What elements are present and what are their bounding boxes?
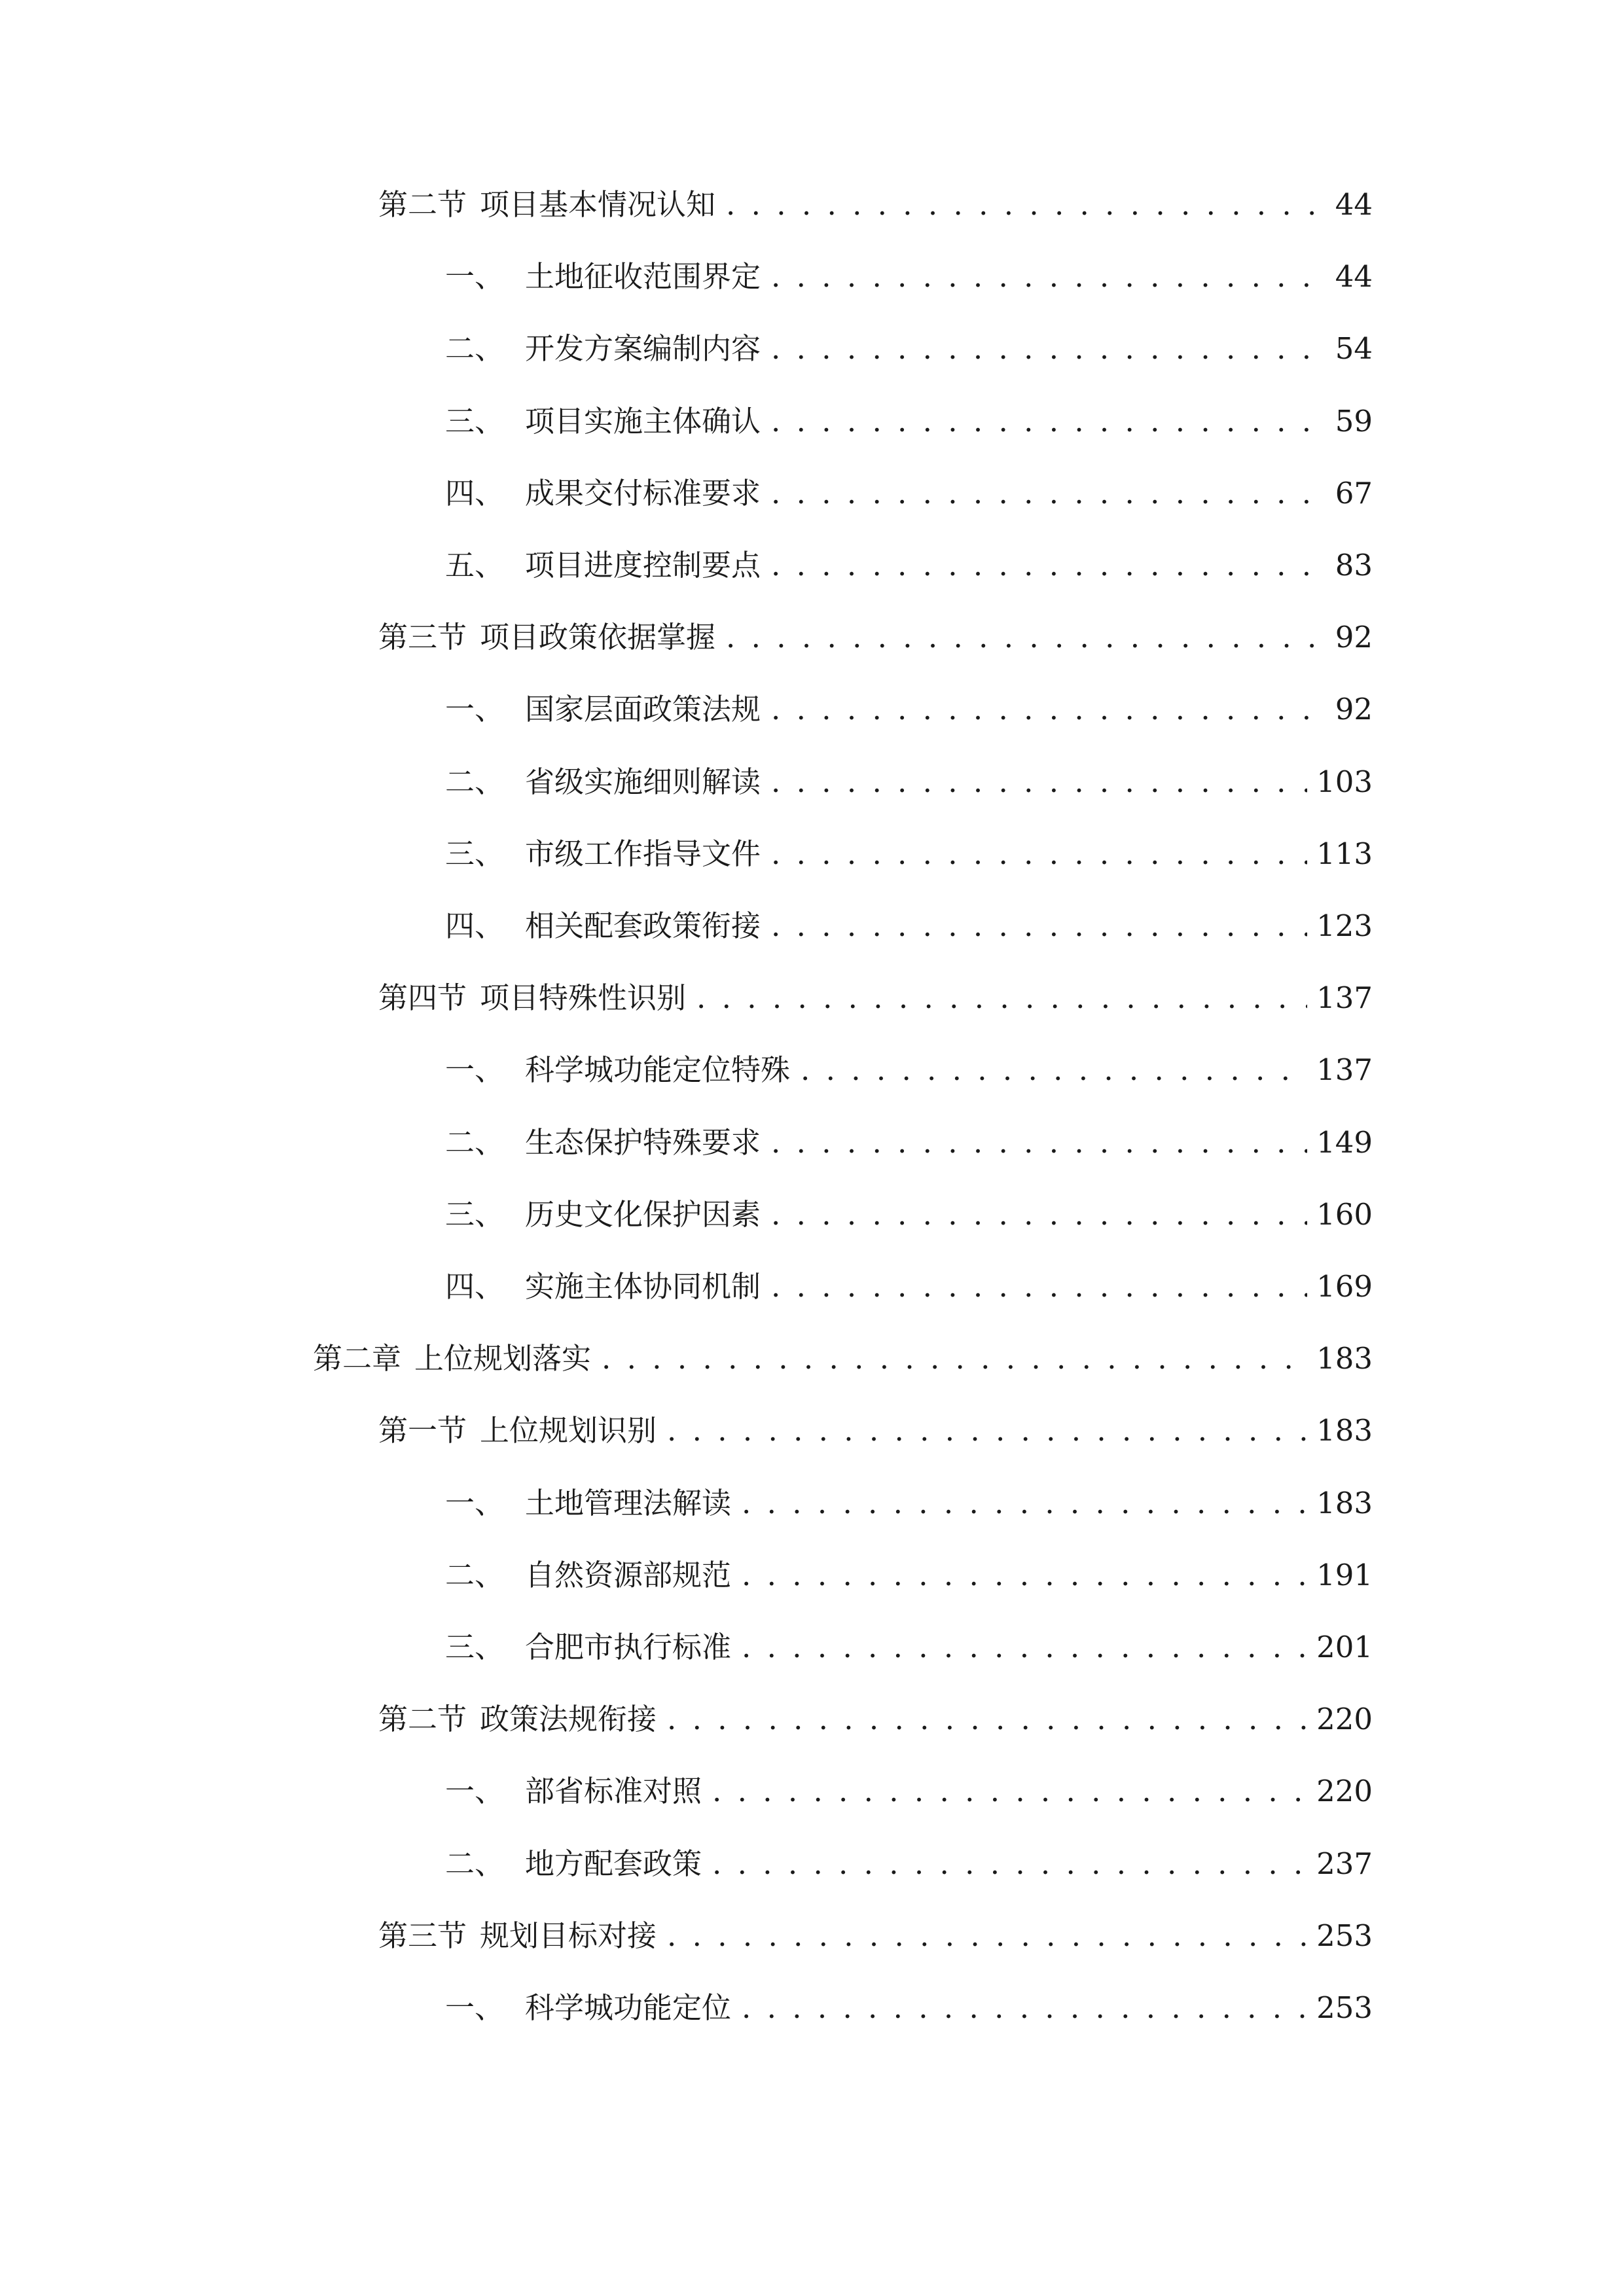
toc-entry-title: 部省标准对照: [525, 1774, 702, 1808]
toc-entry-number: 第二章: [313, 1341, 402, 1376]
dot-leader: [801, 1047, 1307, 1093]
toc-entry-page-number: 83: [1335, 548, 1373, 583]
toc-entry-number: 二、: [445, 1846, 505, 1881]
toc-entry-title: 项目政策依据掌握: [480, 620, 716, 655]
toc-entry-number: 四、: [445, 476, 505, 511]
dot-leader: [742, 1985, 1307, 2031]
toc-entry-page-number: 201: [1316, 1630, 1373, 1664]
toc-entry-item[interactable]: [445, 1120, 1373, 1166]
toc-entry-page-number: 183: [1316, 1413, 1373, 1448]
toc-entry-title: 上位规划落实: [414, 1341, 592, 1376]
toc-entry-section[interactable]: [378, 1408, 1373, 1454]
toc-entry-title: 规划目标对接: [480, 1918, 657, 1953]
toc-entry-number: 三、: [445, 404, 505, 439]
toc-entry-item[interactable]: [445, 1480, 1373, 1526]
toc-entry-number: 一、: [445, 1774, 505, 1808]
toc-entry-item[interactable]: [445, 543, 1373, 588]
toc-entry-chapter[interactable]: [313, 1336, 1373, 1382]
toc-entry-title: 自然资源部规范: [525, 1558, 732, 1592]
dot-leader: [602, 1336, 1307, 1382]
toc-entry-number: 二、: [445, 331, 505, 366]
toc-entry-page-number: 123: [1316, 908, 1373, 943]
toc-entry-item[interactable]: [445, 1047, 1373, 1093]
dot-leader: [771, 831, 1307, 877]
dot-leader: [712, 1768, 1307, 1814]
dot-leader: [771, 903, 1307, 949]
toc-entry-number: 第三节: [378, 620, 467, 655]
toc-entry-number: 第四节: [378, 980, 467, 1015]
toc-entry-title: 合肥市执行标准: [525, 1630, 732, 1664]
dot-leader: [712, 1841, 1307, 1887]
toc-entry-item[interactable]: [445, 759, 1373, 805]
dot-leader: [726, 615, 1326, 660]
toc-entry-page-number: 160: [1316, 1197, 1373, 1232]
toc-entry-title: 相关配套政策衔接: [525, 908, 761, 943]
toc-entry-page-number: 103: [1316, 764, 1373, 799]
toc-entry-item[interactable]: [445, 326, 1373, 372]
toc-entry-page-number: 253: [1316, 1990, 1373, 2025]
toc-entry-page-number: 253: [1316, 1918, 1373, 1953]
toc-entry-title: 科学城功能定位: [525, 1990, 732, 2025]
toc-entry-number: 一、: [445, 1990, 505, 2025]
toc-entry-page-number: 237: [1316, 1846, 1373, 1881]
toc-entry-number: 第三节: [378, 1918, 467, 1953]
toc-entry-number: 三、: [445, 836, 505, 871]
toc-entry-item[interactable]: [445, 399, 1373, 444]
toc-entry-page-number: 220: [1316, 1774, 1373, 1808]
toc-entry-number: 三、: [445, 1197, 505, 1232]
dot-leader: [771, 254, 1326, 300]
dot-leader: [667, 1408, 1307, 1454]
toc-entry-title: 开发方案编制内容: [525, 331, 761, 366]
toc-entry-title: 政策法规衔接: [480, 1702, 657, 1736]
dot-leader: [771, 399, 1326, 444]
toc-entry-section[interactable]: [378, 975, 1373, 1021]
toc-entry-title: 项目实施主体确认: [525, 404, 761, 439]
toc-entry-page-number: 92: [1335, 620, 1373, 655]
toc-entry-item[interactable]: [445, 687, 1373, 732]
toc-entry-number: 一、: [445, 259, 505, 294]
toc-entry-page-number: 137: [1316, 980, 1373, 1015]
toc-entry-page-number: 183: [1316, 1341, 1373, 1376]
toc-entry-item[interactable]: [445, 831, 1373, 877]
dot-leader: [771, 471, 1326, 516]
dot-leader: [726, 182, 1326, 228]
toc-entry-number: 二、: [445, 1125, 505, 1160]
toc-entry-title: 土地征收范围界定: [525, 259, 761, 294]
toc-entry-item[interactable]: [445, 1552, 1373, 1598]
toc-entry-number: 第一节: [378, 1413, 467, 1448]
toc-entry-number: 第二节: [378, 1702, 467, 1736]
toc-entry-number: 二、: [445, 764, 505, 799]
dot-leader: [742, 1624, 1307, 1670]
toc-entry-page-number: 92: [1335, 692, 1373, 726]
toc-entry-section[interactable]: [378, 615, 1373, 660]
dot-leader: [771, 1120, 1307, 1166]
dot-leader: [771, 543, 1326, 588]
toc-entry-title: 项目特殊性识别: [480, 980, 687, 1015]
toc-entry-item[interactable]: [445, 1624, 1373, 1670]
toc-entry-title: 项目进度控制要点: [525, 548, 761, 583]
dot-leader: [667, 1913, 1307, 1959]
dot-leader: [771, 1264, 1307, 1310]
toc-entry-page-number: 44: [1335, 187, 1373, 222]
toc-entry-page-number: 220: [1316, 1702, 1373, 1736]
toc-entry-title: 土地管理法解读: [525, 1486, 732, 1520]
toc-entry-section[interactable]: [378, 1696, 1373, 1742]
toc-entry-item[interactable]: [445, 1192, 1373, 1238]
toc-entry-number: 五、: [445, 548, 505, 583]
toc-entry-number: 一、: [445, 1486, 505, 1520]
dot-leader: [742, 1552, 1307, 1598]
toc-entry-section[interactable]: [378, 182, 1373, 228]
toc-entry-title: 科学城功能定位特殊: [525, 1052, 791, 1087]
toc-entry-item[interactable]: [445, 254, 1373, 300]
toc-entry-title: 上位规划识别: [480, 1413, 657, 1448]
toc-entry-title: 省级实施细则解读: [525, 764, 761, 799]
toc-entry-page-number: 191: [1316, 1558, 1373, 1592]
toc-entry-number: 一、: [445, 692, 505, 726]
toc-entry-title: 历史文化保护因素: [525, 1197, 761, 1232]
dot-leader: [771, 1192, 1307, 1238]
toc-entry-number: 一、: [445, 1052, 505, 1087]
toc-entry-page-number: 54: [1335, 331, 1373, 366]
toc-entry-title: 项目基本情况认知: [480, 187, 716, 222]
toc-entry-number: 二、: [445, 1558, 505, 1592]
toc-entry-title: 实施主体协同机制: [525, 1269, 761, 1304]
toc-entry-title: 成果交付标准要求: [525, 476, 761, 511]
toc-entry-title: 生态保护特殊要求: [525, 1125, 761, 1160]
toc-entry-item[interactable]: [445, 1985, 1373, 2031]
dot-leader: [771, 759, 1307, 805]
toc-entry-page-number: 137: [1316, 1052, 1373, 1087]
toc-entry-title: 地方配套政策: [525, 1846, 702, 1881]
toc-entry-number: 四、: [445, 1269, 505, 1304]
toc-entry-page-number: 59: [1335, 404, 1373, 439]
toc-entry-title: 国家层面政策法规: [525, 692, 761, 726]
toc-entry-number: 三、: [445, 1630, 505, 1664]
toc-entry-item[interactable]: [445, 1841, 1373, 1887]
toc-entry-number: 第二节: [378, 187, 467, 222]
dot-leader: [696, 975, 1307, 1021]
toc-entry-page-number: 183: [1316, 1486, 1373, 1520]
toc-entry-page-number: 113: [1316, 836, 1373, 871]
dot-leader: [742, 1480, 1307, 1526]
toc-entry-item[interactable]: [445, 1768, 1373, 1814]
toc-entry-page-number: 149: [1316, 1125, 1373, 1160]
toc-entry-item[interactable]: [445, 903, 1373, 949]
dot-leader: [667, 1696, 1307, 1742]
toc-entry-title: 市级工作指导文件: [525, 836, 761, 871]
toc-entry-item[interactable]: [445, 1264, 1373, 1310]
toc-entry-item[interactable]: [445, 471, 1373, 516]
dot-leader: [771, 326, 1326, 372]
toc-entry-page-number: 169: [1316, 1269, 1373, 1304]
toc-entry-page-number: 44: [1335, 259, 1373, 294]
toc-entry-number: 四、: [445, 908, 505, 943]
toc-entry-section[interactable]: [378, 1913, 1373, 1959]
toc-entry-page-number: 67: [1335, 476, 1373, 511]
dot-leader: [771, 687, 1326, 732]
